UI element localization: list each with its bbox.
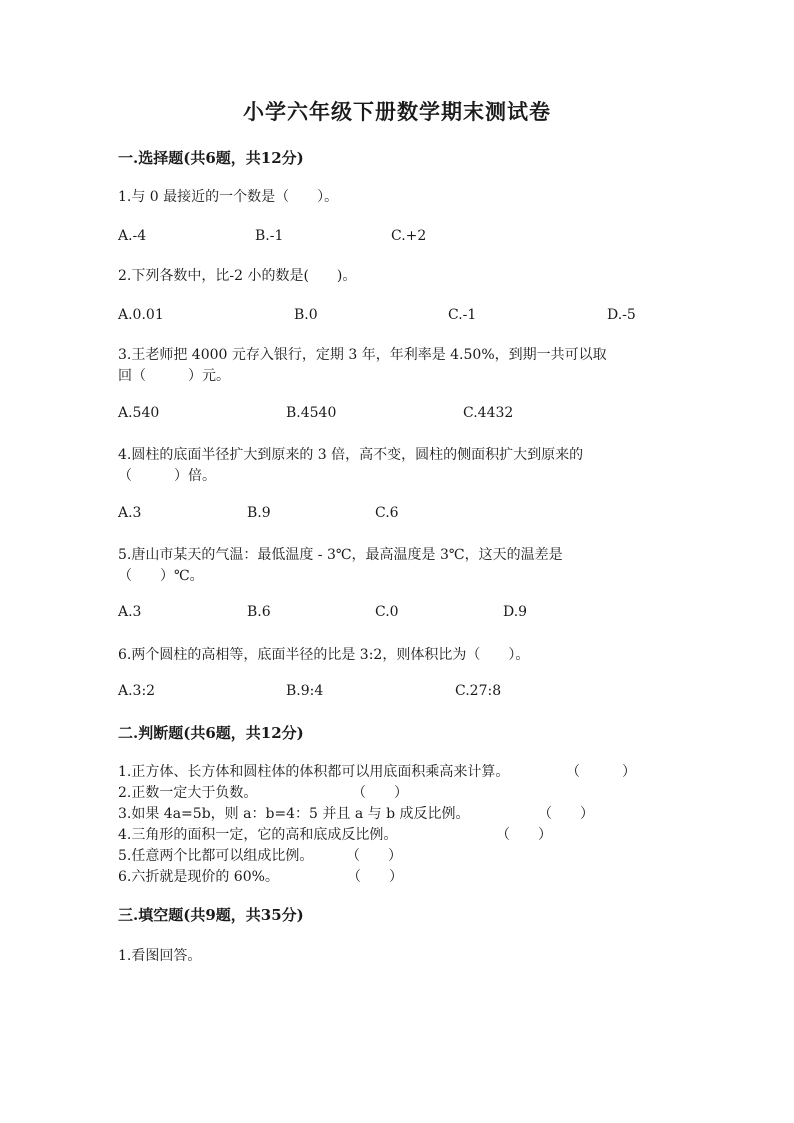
answer-blank[interactable]: （ ） [538, 806, 594, 822]
option-b: B.-1 [255, 228, 284, 244]
option-c: C.0 [375, 604, 399, 620]
option-a: A.3 [118, 604, 142, 620]
option-c: C.27:8 [455, 683, 502, 699]
tf-item-text: 5.任意两个比都可以组成比例。 [118, 848, 314, 864]
question-text-cont: 回（ ）元。 [118, 368, 230, 384]
question-text: 5.唐山市某天的气温：最低温度 - 3℃，最高温度是 3℃，这天的温差是 [118, 547, 563, 563]
question-text: 3.王老师把 4000 元存入银行，定期 3 年，年利率是 4.50%，到期一共可以取 [118, 347, 607, 363]
option-b: B.9:4 [286, 683, 324, 699]
option-a: A.540 [118, 405, 160, 421]
section-heading-true-false: 二.判断题(共6题，共12分) [118, 724, 304, 742]
option-d: D.-5 [607, 307, 636, 323]
option-b: B.4540 [286, 405, 337, 421]
tf-item-text: 6.六折就是现价的 60%。 [118, 869, 279, 885]
option-a: A.3 [118, 505, 142, 521]
option-c: C.+2 [391, 228, 427, 244]
answer-blank[interactable]: （ ） [347, 869, 403, 885]
question-text: 6.两个圆柱的高相等，底面半径的比是 3:2，则体积比为（ ）。 [118, 647, 530, 663]
option-c: C.6 [375, 505, 399, 521]
tf-item-text: 3.如果 4a=5b，则 a：b=4：5 并且 a 与 b 成反比例。 [118, 806, 470, 822]
question-text: 1.看图回答。 [118, 948, 202, 964]
tf-item-text: 4.三角形的面积一定，它的高和底成反比例。 [118, 827, 398, 843]
option-b: B.6 [247, 604, 271, 620]
tf-item-text: 1.正方体、长方体和圆柱体的体积都可以用底面积乘高来计算。 [118, 764, 510, 780]
option-d: D.9 [503, 604, 528, 620]
option-a: A.3:2 [118, 683, 156, 699]
question-text-cont: （ ）℃。 [118, 568, 204, 584]
page-title: 小学六年级下册数学期末测试卷 [243, 99, 551, 124]
option-b: B.9 [247, 505, 271, 521]
answer-blank[interactable]: （ ） [346, 848, 402, 864]
question-text: 1.与 0 最接近的一个数是（ ）。 [118, 189, 339, 205]
tf-item-text: 2.正数一定大于负数。 [118, 785, 258, 801]
answer-blank[interactable]: （ ） [566, 764, 636, 780]
option-a: A.0.01 [118, 307, 164, 323]
option-b: B.0 [294, 307, 318, 323]
answer-blank[interactable]: （ ） [496, 827, 552, 843]
option-a: A.-4 [118, 228, 147, 244]
answer-blank[interactable]: （ ） [352, 785, 408, 801]
option-c: C.-1 [448, 307, 477, 323]
option-c: C.4432 [463, 405, 514, 421]
section-heading-choice: 一.选择题(共6题，共12分) [118, 149, 304, 167]
question-text-cont: （ ）倍。 [118, 468, 216, 484]
question-text: 2.下列各数中，比-2 小的数是( )。 [118, 268, 357, 284]
question-text: 4.圆柱的底面半径扩大到原来的 3 倍，高不变，圆柱的侧面积扩大到原来的 [118, 447, 584, 463]
section-heading-fill-blank: 三.填空题(共9题，共35分) [118, 906, 304, 924]
